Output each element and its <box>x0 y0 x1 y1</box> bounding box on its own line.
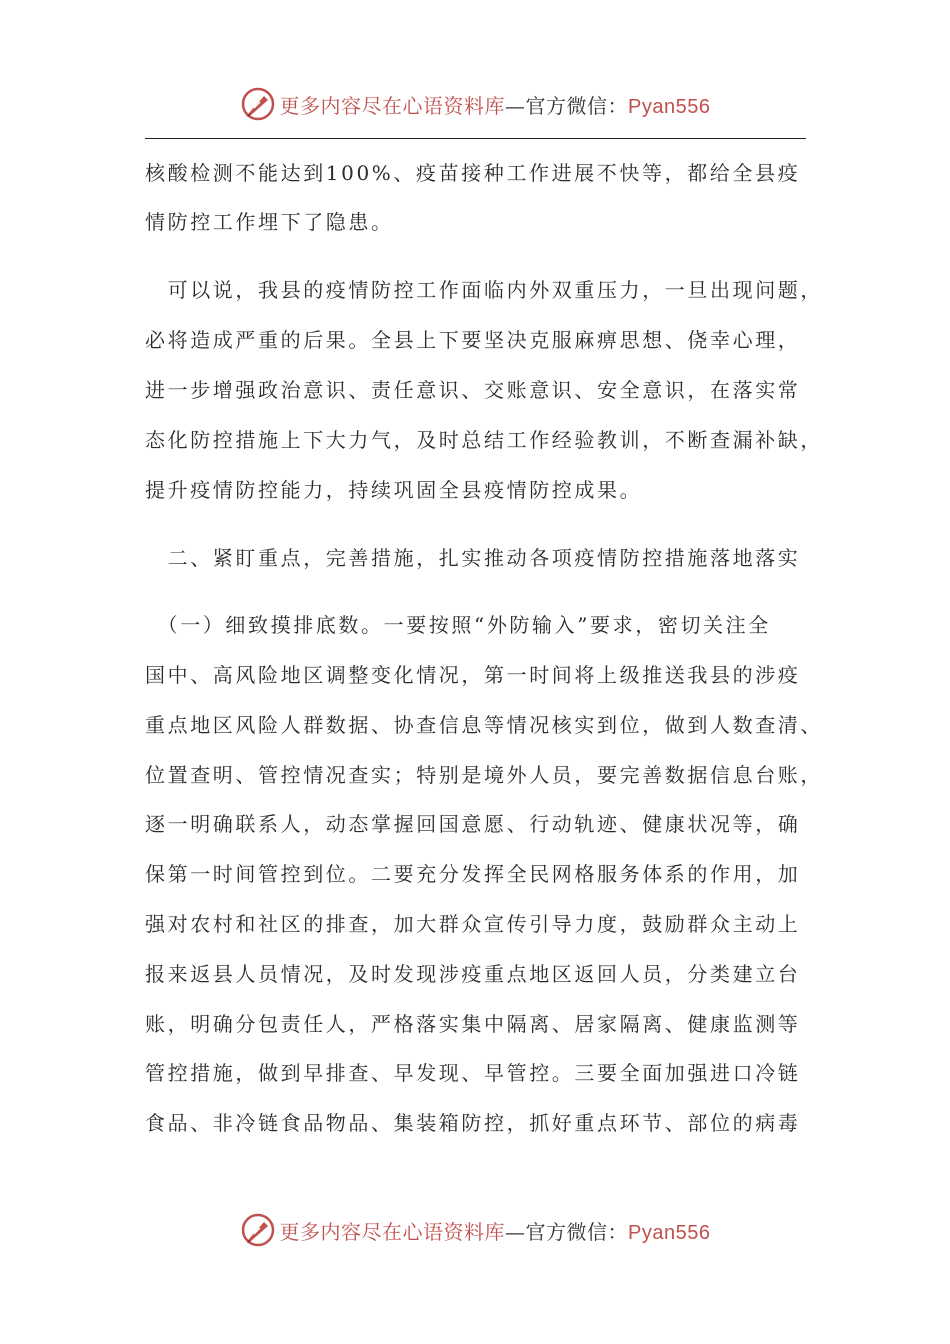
pen-nib-icon <box>240 86 276 122</box>
text-line: 态化防控措施上下大力气，及时总结工作经验教训，不断查漏补缺， <box>145 428 823 452</box>
footer-contact-label: 官方微信： <box>525 1219 629 1244</box>
header-dash: — <box>505 93 526 118</box>
footer-brand-text: 更多内容尽在心语资料库 <box>279 1219 506 1244</box>
header-banner <box>0 84 950 124</box>
header-divider <box>145 138 806 139</box>
header-text <box>280 90 711 119</box>
text-line: 可以说，我县的疫情防控工作面临内外双重压力，一旦出现问题， <box>145 278 823 302</box>
footer-dash: — <box>505 1219 526 1244</box>
pen-nib-icon <box>240 1212 276 1248</box>
footer-contact-id: Pyan556 <box>628 1221 711 1244</box>
section-heading: 二、紧盯重点，完善措施，扎实推动各项疫情防控措施落地落实 <box>145 546 801 570</box>
footer-text <box>280 1216 711 1245</box>
text-line: 重点地区风险人群数据、协查信息等情况核实到位，做到人数查清、 <box>145 713 823 737</box>
text-line: 报来返县人员情况，及时发现涉疫重点地区返回人员，分类建立台 <box>145 962 801 986</box>
text-line: 提升疫情防控能力，持续巩固全县疫情防控成果。 <box>145 478 643 502</box>
text-line: （一）细致摸排底数。一要按照“外防输入”要求，密切关注全 <box>145 613 771 637</box>
header-brand-text: 更多内容尽在心语资料库 <box>279 93 506 118</box>
footer-banner <box>0 1210 950 1250</box>
header-contact-id: Pyan556 <box>628 95 711 118</box>
text-line: 位置查明、管控情况查实；特别是境外人员，要完善数据信息台账， <box>145 763 823 787</box>
text-line: 进一步增强政治意识、责任意识、交账意识、安全意识，在落实常 <box>145 378 801 402</box>
header-contact-label: 官方微信： <box>525 93 629 118</box>
text-line: 账，明确分包责任人，严格落实集中隔离、居家隔离、健康监测等 <box>145 1012 801 1036</box>
text-line: 国中、高风险地区调整变化情况，第一时间将上级推送我县的涉疫 <box>145 663 801 687</box>
text-line: 强对农村和社区的排查，加大群众宣传引导力度，鼓励群众主动上 <box>145 912 801 936</box>
text-line: 必将造成严重的后果。全县上下要坚决克服麻痹思想、侥幸心理， <box>145 328 801 352</box>
text-line: 管控措施，做到早排查、早发现、早管控。三要全面加强进口冷链 <box>145 1061 801 1085</box>
text-line: 核酸检测不能达到100%、疫苗接种工作进展不快等，都给全县疫 <box>145 161 801 185</box>
text-line: 保第一时间管控到位。二要充分发挥全民网格服务体系的作用，加 <box>145 862 801 886</box>
text-line: 逐一明确联系人，动态掌握回国意愿、行动轨迹、健康状况等，确 <box>145 812 801 836</box>
text-line: 食品、非冷链食品物品、集装箱防控，抓好重点环节、部位的病毒 <box>145 1111 801 1135</box>
text-line: 情防控工作埋下了隐患。 <box>145 210 394 234</box>
